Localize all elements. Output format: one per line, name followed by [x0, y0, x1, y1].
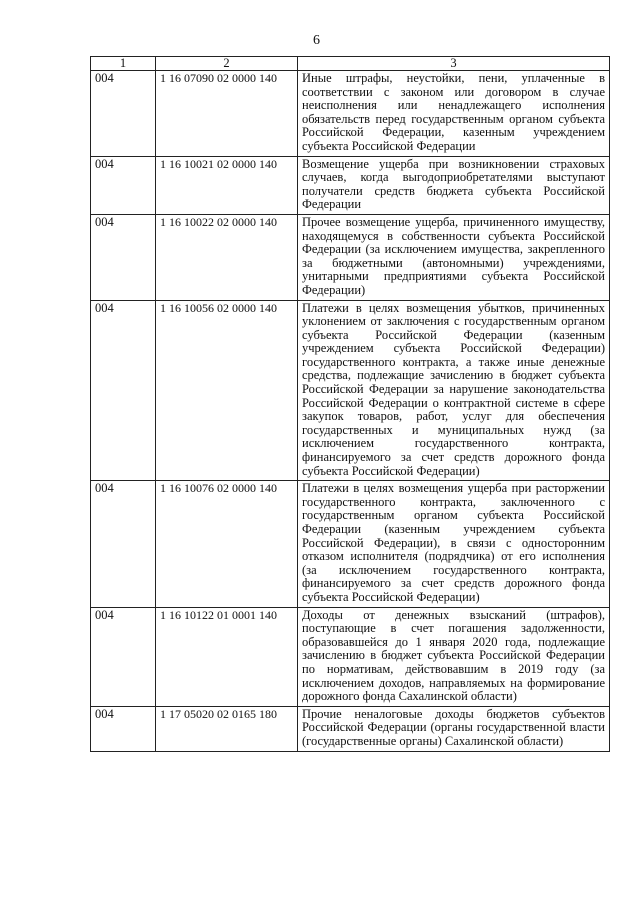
budget-code-cell: 1 16 10122 01 0001 140 — [156, 607, 298, 706]
column-header-3: 3 — [298, 57, 610, 71]
admin-code-cell: 004 — [91, 607, 156, 706]
revenue-codes-table — [90, 56, 610, 752]
table-row — [91, 156, 610, 214]
budget-code-cell: 1 17 05020 02 0165 180 — [156, 706, 298, 751]
budget-code-cell: 1 16 10022 02 0000 140 — [156, 214, 298, 300]
column-header-1: 1 — [91, 57, 156, 71]
description-cell: Иные штрафы, неустойки, пени, уплаченные в соответствии с законом или договором в случае неисполнения или ненадлежащего исполнения обязательств перед государственным органом субъекта Российской Федерации, казенным учреждением субъекта Российской Федерации — [298, 71, 610, 157]
column-header-2: 2 — [156, 57, 298, 71]
admin-code-cell: 004 — [91, 300, 156, 481]
description-cell: Платежи в целях возмещения убытков, причиненных уклонением от заключения с государственным органом субъекта Российской Федерации (казенным учреждением субъекта Российской Федерации) государственного контракта, а также иные денежные средства, подлежащие зачислению в бюджет субъекта Российской Федерации за нарушение законодательства Российской Федерации о контрактной системе в сфере закупок товаров, работ, услуг для обеспечения государственных и муниципальных нужд (за исключением государственного контракта, финансируемого за счет средств дорожного фонда субъекта Российской Федерации) — [298, 300, 610, 481]
admin-code-cell: 004 — [91, 706, 156, 751]
admin-code-cell: 004 — [91, 481, 156, 607]
table-row — [91, 71, 610, 157]
admin-code-cell: 004 — [91, 71, 156, 157]
table-header-row — [91, 57, 610, 71]
admin-code-cell: 004 — [91, 214, 156, 300]
table-row — [91, 706, 610, 751]
table-row — [91, 481, 610, 607]
table-row — [91, 300, 610, 481]
table-row — [91, 607, 610, 706]
description-cell: Возмещение ущерба при возникновении страховых случаев, когда выгодоприобретателями выступают получатели средств бюджета субъекта Российской Федерации — [298, 156, 610, 214]
budget-code-cell: 1 16 10076 02 0000 140 — [156, 481, 298, 607]
page-number: 6 — [313, 33, 320, 48]
budget-code-cell: 1 16 07090 02 0000 140 — [156, 71, 298, 157]
table-row — [91, 214, 610, 300]
description-cell: Доходы от денежных взысканий (штрафов), поступающие в счет погашения задолженности, образовавшейся до 1 января 2020 года, подлежащие зачислению в бюджет субъекта Российской Федерации по нормативам, действовавшим в 2019 году (за исключением доходов, направляемых на формирование дорожного фонда Сахалинской области) — [298, 607, 610, 706]
description-cell: Прочие неналоговые доходы бюджетов субъектов Российской Федерации (органы государственной власти (государственные органы) Сахалинской области) — [298, 706, 610, 751]
description-cell: Прочее возмещение ущерба, причиненного имуществу, находящемуся в собственности субъекта Российской Федерации (за исключением имущества, закрепленного за бюджетными (автономными) учреждениями, унитарными предприятиями субъекта Российской Федерации) — [298, 214, 610, 300]
admin-code-cell: 004 — [91, 156, 156, 214]
budget-code-cell: 1 16 10056 02 0000 140 — [156, 300, 298, 481]
budget-code-cell: 1 16 10021 02 0000 140 — [156, 156, 298, 214]
description-cell: Платежи в целях возмещения ущерба при расторжении государственного контракта, заключенного с государственным органом субъекта Российской Федерации (казенным учреждением субъекта Российской Федерации), в связи с односторонним отказом исполнителя (подрядчика) от его исполнения (за исключением государственного контракта, финансируемого за счет средств дорожного фонда субъекта Российской Федерации) — [298, 481, 610, 607]
